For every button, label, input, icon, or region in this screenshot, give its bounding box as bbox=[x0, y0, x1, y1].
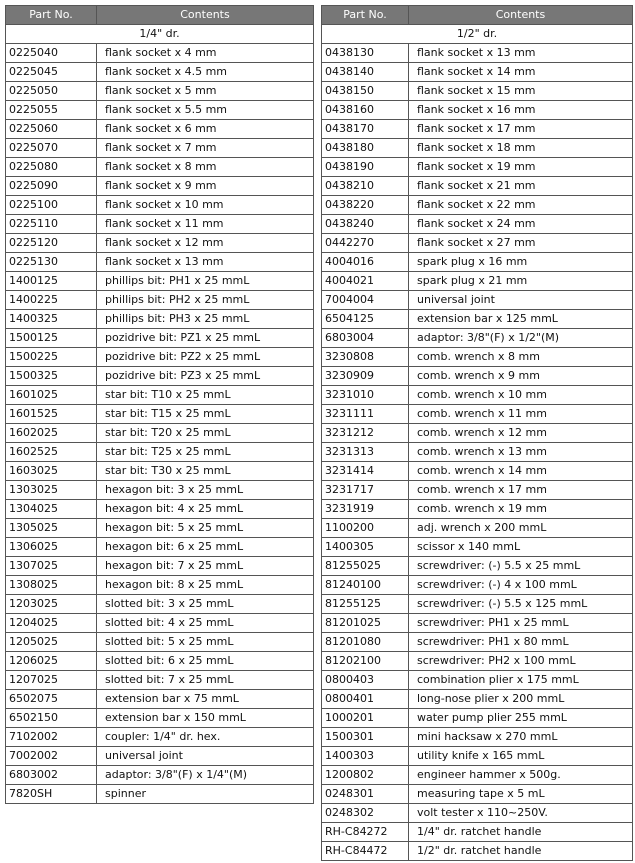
contents-cell: hexagon bit: 4 x 25 mmL bbox=[97, 500, 314, 519]
contents-cell: pozidrive bit: PZ1 x 25 mmL bbox=[97, 329, 314, 348]
contents-cell: phillips bit: PH1 x 25 mmL bbox=[97, 272, 314, 291]
contents-cell: flank socket x 5 mm bbox=[97, 82, 314, 101]
table-row bbox=[6, 253, 314, 272]
table-row bbox=[322, 690, 633, 709]
part-number-cell: RH-C84272 bbox=[322, 823, 409, 842]
contents-cell: screwdriver: (-) 5.5 x 25 mmL bbox=[409, 557, 633, 576]
table-row bbox=[6, 386, 314, 405]
part-number-cell: 7002002 bbox=[6, 747, 97, 766]
table-row bbox=[6, 272, 314, 291]
table-row bbox=[6, 519, 314, 538]
contents-cell: comb. wrench x 8 mm bbox=[409, 348, 633, 367]
table-row bbox=[322, 576, 633, 595]
part-number-cell: 3231717 bbox=[322, 481, 409, 500]
contents-cell: flank socket x 27 mm bbox=[409, 234, 633, 253]
part-number-cell: 1400305 bbox=[322, 538, 409, 557]
table-row bbox=[6, 633, 314, 652]
part-number-cell: 0442270 bbox=[322, 234, 409, 253]
contents-cell: pozidrive bit: PZ3 x 25 mmL bbox=[97, 367, 314, 386]
part-number-cell: 1100200 bbox=[322, 519, 409, 538]
contents-cell: extension bar x 150 mmL bbox=[97, 709, 314, 728]
part-number-cell: 6504125 bbox=[322, 310, 409, 329]
part-number-cell: 1602025 bbox=[6, 424, 97, 443]
part-number-cell: 6803004 bbox=[322, 329, 409, 348]
table-row bbox=[6, 120, 314, 139]
contents-cell: flank socket x 17 mm bbox=[409, 120, 633, 139]
table-row bbox=[6, 614, 314, 633]
contents-cell: pozidrive bit: PZ2 x 25 mmL bbox=[97, 348, 314, 367]
table-row bbox=[322, 405, 633, 424]
contents-cell: coupler: 1/4" dr. hex. bbox=[97, 728, 314, 747]
part-number-cell: 0438170 bbox=[322, 120, 409, 139]
table-row bbox=[322, 215, 633, 234]
part-number-cell: 0800403 bbox=[322, 671, 409, 690]
table-row bbox=[322, 82, 633, 101]
contents-cell: star bit: T20 x 25 mmL bbox=[97, 424, 314, 443]
part-number-cell: 1308025 bbox=[6, 576, 97, 595]
part-number-cell: 0438150 bbox=[322, 82, 409, 101]
part-number-cell: 3230909 bbox=[322, 367, 409, 386]
part-number-cell: 0248301 bbox=[322, 785, 409, 804]
part-number-cell: 0438180 bbox=[322, 139, 409, 158]
part-number-cell: 3231212 bbox=[322, 424, 409, 443]
contents-cell: flank socket x 4 mm bbox=[97, 44, 314, 63]
part-number-cell: 1400303 bbox=[322, 747, 409, 766]
header-part-no: Part No. bbox=[6, 6, 97, 25]
table-row bbox=[322, 804, 633, 823]
table-row bbox=[322, 709, 633, 728]
table-row bbox=[322, 481, 633, 500]
part-number-cell: 1601525 bbox=[6, 405, 97, 424]
part-number-cell: 6502075 bbox=[6, 690, 97, 709]
contents-cell: flank socket x 13 mm bbox=[97, 253, 314, 272]
contents-cell: comb. wrench x 17 mm bbox=[409, 481, 633, 500]
table-row bbox=[6, 557, 314, 576]
contents-cell: flank socket x 22 mm bbox=[409, 196, 633, 215]
part-number-cell: 0800401 bbox=[322, 690, 409, 709]
contents-cell: hexagon bit: 3 x 25 mmL bbox=[97, 481, 314, 500]
contents-cell: mini hacksaw x 270 mmL bbox=[409, 728, 633, 747]
contents-cell: slotted bit: 4 x 25 mmL bbox=[97, 614, 314, 633]
contents-cell: screwdriver: PH1 x 25 mmL bbox=[409, 614, 633, 633]
part-number-cell: 3230808 bbox=[322, 348, 409, 367]
table-row bbox=[322, 196, 633, 215]
table-row bbox=[322, 63, 633, 82]
contents-cell: comb. wrench x 12 mm bbox=[409, 424, 633, 443]
contents-cell: star bit: T25 x 25 mmL bbox=[97, 443, 314, 462]
table-row bbox=[322, 424, 633, 443]
table-row bbox=[322, 291, 633, 310]
part-number-cell: 1400225 bbox=[6, 291, 97, 310]
part-number-cell: 4004016 bbox=[322, 253, 409, 272]
table-row bbox=[6, 158, 314, 177]
table-row bbox=[6, 500, 314, 519]
contents-cell: spinner bbox=[97, 785, 314, 804]
contents-cell: long-nose plier x 200 mmL bbox=[409, 690, 633, 709]
part-number-cell: 0438220 bbox=[322, 196, 409, 215]
table-row bbox=[6, 215, 314, 234]
contents-cell: hexagon bit: 5 x 25 mmL bbox=[97, 519, 314, 538]
part-number-cell: 1303025 bbox=[6, 481, 97, 500]
section-title: 1/4" dr. bbox=[6, 25, 314, 44]
contents-cell: water pump plier 255 mmL bbox=[409, 709, 633, 728]
contents-cell: star bit: T15 x 25 mmL bbox=[97, 405, 314, 424]
part-number-cell: 1500125 bbox=[6, 329, 97, 348]
contents-cell: adj. wrench x 200 mmL bbox=[409, 519, 633, 538]
table-row bbox=[6, 367, 314, 386]
part-number-cell: 1205025 bbox=[6, 633, 97, 652]
table-row bbox=[6, 234, 314, 253]
contents-cell: comb. wrench x 9 mm bbox=[409, 367, 633, 386]
contents-cell: flank socket x 13 mm bbox=[409, 44, 633, 63]
table-row bbox=[322, 462, 633, 481]
part-number-cell: 1601025 bbox=[6, 386, 97, 405]
table-row bbox=[322, 101, 633, 120]
table-row bbox=[322, 595, 633, 614]
section-title: 1/2" dr. bbox=[322, 25, 633, 44]
table-row bbox=[6, 690, 314, 709]
table-row bbox=[322, 253, 633, 272]
table-row bbox=[6, 196, 314, 215]
contents-cell: flank socket x 12 mm bbox=[97, 234, 314, 253]
part-number-cell: 0225045 bbox=[6, 63, 97, 82]
contents-cell: comb. wrench x 10 mm bbox=[409, 386, 633, 405]
part-number-cell: 0225040 bbox=[6, 44, 97, 63]
contents-cell: slotted bit: 5 x 25 mmL bbox=[97, 633, 314, 652]
part-number-cell: 1603025 bbox=[6, 462, 97, 481]
contents-cell: flank socket x 21 mm bbox=[409, 177, 633, 196]
header-contents: Contents bbox=[409, 6, 633, 25]
contents-cell: extension bar x 75 mmL bbox=[97, 690, 314, 709]
table-row bbox=[322, 177, 633, 196]
table-row bbox=[322, 139, 633, 158]
contents-cell: adaptor: 3/8"(F) x 1/2"(M) bbox=[409, 329, 633, 348]
table-row bbox=[6, 291, 314, 310]
table-row bbox=[322, 386, 633, 405]
contents-cell: flank socket x 15 mm bbox=[409, 82, 633, 101]
part-number-cell: 0225100 bbox=[6, 196, 97, 215]
contents-cell: flank socket x 6 mm bbox=[97, 120, 314, 139]
table-row bbox=[322, 329, 633, 348]
table-row bbox=[6, 139, 314, 158]
part-number-cell: RH-C84472 bbox=[322, 842, 409, 861]
table-row bbox=[6, 405, 314, 424]
contents-cell: comb. wrench x 11 mm bbox=[409, 405, 633, 424]
table-row bbox=[322, 443, 633, 462]
contents-cell: flank socket x 18 mm bbox=[409, 139, 633, 158]
part-number-cell: 0225080 bbox=[6, 158, 97, 177]
table-row bbox=[6, 82, 314, 101]
table-body bbox=[322, 25, 633, 861]
table-row bbox=[6, 766, 314, 785]
part-number-cell: 6502150 bbox=[6, 709, 97, 728]
table-row bbox=[322, 785, 633, 804]
contents-cell: screwdriver: (-) 4 x 100 mmL bbox=[409, 576, 633, 595]
table-row bbox=[322, 747, 633, 766]
table-row bbox=[6, 177, 314, 196]
contents-cell: volt tester x 110~250V. bbox=[409, 804, 633, 823]
contents-cell: scissor x 140 mmL bbox=[409, 538, 633, 557]
table-row bbox=[322, 519, 633, 538]
part-number-cell: 0225110 bbox=[6, 215, 97, 234]
part-number-cell: 1000201 bbox=[322, 709, 409, 728]
table-row bbox=[322, 310, 633, 329]
contents-cell: spark plug x 16 mm bbox=[409, 253, 633, 272]
table-row bbox=[6, 348, 314, 367]
contents-cell: hexagon bit: 6 x 25 mmL bbox=[97, 538, 314, 557]
part-number-cell: 1500301 bbox=[322, 728, 409, 747]
part-number-cell: 4004021 bbox=[322, 272, 409, 291]
table-row bbox=[322, 652, 633, 671]
part-number-cell: 1207025 bbox=[6, 671, 97, 690]
table-row bbox=[6, 462, 314, 481]
part-number-cell: 0225060 bbox=[6, 120, 97, 139]
table-row bbox=[6, 538, 314, 557]
contents-cell: slotted bit: 7 x 25 mmL bbox=[97, 671, 314, 690]
table-row bbox=[322, 671, 633, 690]
part-number-cell: 0225090 bbox=[6, 177, 97, 196]
part-number-cell: 1305025 bbox=[6, 519, 97, 538]
part-number-cell: 81255125 bbox=[322, 595, 409, 614]
table-row bbox=[322, 120, 633, 139]
contents-cell: flank socket x 8 mm bbox=[97, 158, 314, 177]
table-row bbox=[322, 234, 633, 253]
table-row bbox=[6, 652, 314, 671]
part-number-cell: 3231111 bbox=[322, 405, 409, 424]
table-row bbox=[322, 348, 633, 367]
table-row bbox=[322, 633, 633, 652]
part-number-cell: 7102002 bbox=[6, 728, 97, 747]
part-number-cell: 1400325 bbox=[6, 310, 97, 329]
contents-cell: 1/2" dr. ratchet handle bbox=[409, 842, 633, 861]
part-number-cell: 1400125 bbox=[6, 272, 97, 291]
section-row bbox=[322, 25, 633, 44]
table-row bbox=[322, 538, 633, 557]
table-row bbox=[6, 595, 314, 614]
part-number-cell: 81240100 bbox=[322, 576, 409, 595]
part-number-cell: 0225070 bbox=[6, 139, 97, 158]
contents-cell: flank socket x 9 mm bbox=[97, 177, 314, 196]
table-row bbox=[6, 747, 314, 766]
contents-cell: universal joint bbox=[409, 291, 633, 310]
table-row bbox=[322, 44, 633, 63]
table-row bbox=[6, 671, 314, 690]
contents-cell: phillips bit: PH3 x 25 mmL bbox=[97, 310, 314, 329]
part-number-cell: 0438240 bbox=[322, 215, 409, 234]
contents-cell: star bit: T30 x 25 mmL bbox=[97, 462, 314, 481]
part-number-cell: 1203025 bbox=[6, 595, 97, 614]
contents-cell: hexagon bit: 7 x 25 mmL bbox=[97, 557, 314, 576]
contents-cell: slotted bit: 6 x 25 mmL bbox=[97, 652, 314, 671]
part-number-cell: 1602525 bbox=[6, 443, 97, 462]
part-number-cell: 0225050 bbox=[6, 82, 97, 101]
contents-cell: screwdriver: PH1 x 80 mmL bbox=[409, 633, 633, 652]
parts-table-quarter-drive bbox=[5, 5, 314, 804]
contents-cell: flank socket x 4.5 mm bbox=[97, 63, 314, 82]
part-number-cell: 3231414 bbox=[322, 462, 409, 481]
part-number-cell: 0225055 bbox=[6, 101, 97, 120]
table-row bbox=[6, 576, 314, 595]
table-row bbox=[322, 766, 633, 785]
part-number-cell: 81255025 bbox=[322, 557, 409, 576]
contents-cell: measuring tape x 5 mL bbox=[409, 785, 633, 804]
contents-cell: utility knife x 165 mmL bbox=[409, 747, 633, 766]
table-row bbox=[322, 614, 633, 633]
contents-cell: flank socket x 19 mm bbox=[409, 158, 633, 177]
part-number-cell: 0248302 bbox=[322, 804, 409, 823]
part-number-cell: 81202100 bbox=[322, 652, 409, 671]
table-row bbox=[6, 785, 314, 804]
parts-table-half-drive bbox=[321, 5, 633, 861]
contents-cell: hexagon bit: 8 x 25 mmL bbox=[97, 576, 314, 595]
contents-cell: flank socket x 11 mm bbox=[97, 215, 314, 234]
part-number-cell: 3231313 bbox=[322, 443, 409, 462]
part-number-cell: 3231919 bbox=[322, 500, 409, 519]
contents-cell: flank socket x 5.5 mm bbox=[97, 101, 314, 120]
contents-cell: adaptor: 3/8"(F) x 1/4"(M) bbox=[97, 766, 314, 785]
table-row bbox=[322, 728, 633, 747]
table-row bbox=[6, 443, 314, 462]
contents-cell: star bit: T10 x 25 mmL bbox=[97, 386, 314, 405]
part-number-cell: 3231010 bbox=[322, 386, 409, 405]
contents-cell: 1/4" dr. ratchet handle bbox=[409, 823, 633, 842]
part-number-cell: 1200802 bbox=[322, 766, 409, 785]
contents-cell: combination plier x 175 mmL bbox=[409, 671, 633, 690]
part-number-cell: 1500325 bbox=[6, 367, 97, 386]
part-number-cell: 0438130 bbox=[322, 44, 409, 63]
header-part-no: Part No. bbox=[322, 6, 409, 25]
part-number-cell: 1307025 bbox=[6, 557, 97, 576]
table-row bbox=[6, 424, 314, 443]
header-row bbox=[6, 6, 314, 25]
part-number-cell: 0438140 bbox=[322, 63, 409, 82]
table-row bbox=[322, 557, 633, 576]
contents-cell: engineer hammer x 500g. bbox=[409, 766, 633, 785]
part-number-cell: 0225120 bbox=[6, 234, 97, 253]
contents-cell: spark plug x 21 mm bbox=[409, 272, 633, 291]
header-row bbox=[322, 6, 633, 25]
header-contents: Contents bbox=[97, 6, 314, 25]
contents-cell: screwdriver: PH2 x 100 mmL bbox=[409, 652, 633, 671]
part-number-cell: 1500225 bbox=[6, 348, 97, 367]
contents-cell: flank socket x 10 mm bbox=[97, 196, 314, 215]
table-row bbox=[6, 63, 314, 82]
contents-cell: phillips bit: PH2 x 25 mmL bbox=[97, 291, 314, 310]
table-row bbox=[322, 823, 633, 842]
contents-cell: comb. wrench x 19 mm bbox=[409, 500, 633, 519]
table-row bbox=[322, 500, 633, 519]
part-number-cell: 6803002 bbox=[6, 766, 97, 785]
contents-cell: comb. wrench x 13 mm bbox=[409, 443, 633, 462]
part-number-cell: 1306025 bbox=[6, 538, 97, 557]
table-row bbox=[6, 481, 314, 500]
table-row bbox=[6, 101, 314, 120]
table-row bbox=[322, 158, 633, 177]
table-body bbox=[6, 25, 314, 804]
table-row bbox=[6, 329, 314, 348]
part-number-cell: 1204025 bbox=[6, 614, 97, 633]
part-number-cell: 1304025 bbox=[6, 500, 97, 519]
contents-cell: screwdriver: (-) 5.5 x 125 mmL bbox=[409, 595, 633, 614]
contents-cell: flank socket x 16 mm bbox=[409, 101, 633, 120]
contents-cell: slotted bit: 3 x 25 mmL bbox=[97, 595, 314, 614]
table-row bbox=[6, 44, 314, 63]
table-row bbox=[6, 728, 314, 747]
table-row bbox=[322, 367, 633, 386]
part-number-cell: 7004004 bbox=[322, 291, 409, 310]
contents-cell: extension bar x 125 mmL bbox=[409, 310, 633, 329]
contents-cell: flank socket x 7 mm bbox=[97, 139, 314, 158]
contents-cell: flank socket x 14 mm bbox=[409, 63, 633, 82]
contents-cell: comb. wrench x 14 mm bbox=[409, 462, 633, 481]
part-number-cell: 0438210 bbox=[322, 177, 409, 196]
table-row bbox=[322, 842, 633, 861]
contents-cell: universal joint bbox=[97, 747, 314, 766]
section-row bbox=[6, 25, 314, 44]
part-number-cell: 0225130 bbox=[6, 253, 97, 272]
part-number-cell: 7820SH bbox=[6, 785, 97, 804]
part-number-cell: 81201025 bbox=[322, 614, 409, 633]
part-number-cell: 81201080 bbox=[322, 633, 409, 652]
part-number-cell: 1206025 bbox=[6, 652, 97, 671]
part-number-cell: 0438190 bbox=[322, 158, 409, 177]
table-row bbox=[6, 709, 314, 728]
part-number-cell: 0438160 bbox=[322, 101, 409, 120]
table-row bbox=[6, 310, 314, 329]
contents-cell: flank socket x 24 mm bbox=[409, 215, 633, 234]
table-row bbox=[322, 272, 633, 291]
